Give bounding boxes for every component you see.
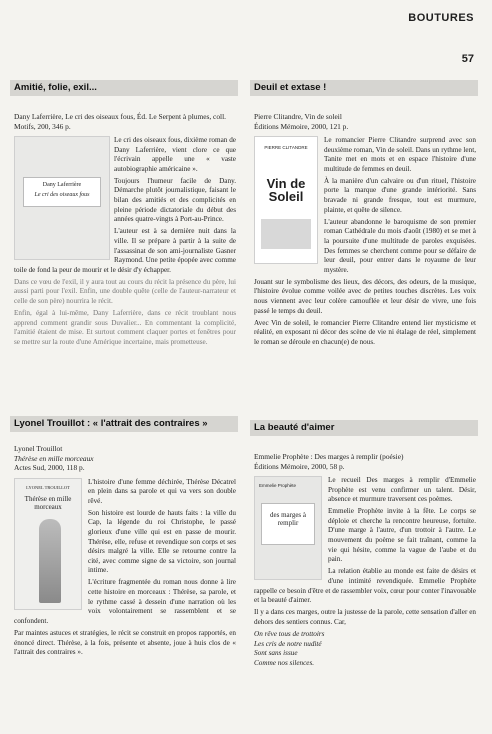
book-author: Lyonel Trouillot bbox=[14, 444, 63, 453]
cover-slot bbox=[14, 478, 88, 616]
book-publisher: Éditions Mémoire, 2000, 121 p. bbox=[254, 121, 349, 131]
book-publisher: Actes Sud, 2000, 118 p. bbox=[14, 463, 85, 472]
book-cover-trouillot bbox=[14, 478, 82, 610]
cover-slot bbox=[254, 136, 324, 270]
section-heading-beaute: La beauté d'aimer bbox=[250, 420, 478, 436]
paragraph: Son histoire est lourde de hauts faits : la ville du Cap, la légende du roi Christophe, le passé glorieux d'une ville qui est en passe de mourir. Thérèse, elle, refuse et revendique son corps et ses désirs malgré la ville. Elle se retourne contre la cité, avec comme signe de sa victoire, son journal intime. bbox=[88, 508, 236, 575]
book-reference bbox=[254, 112, 476, 131]
page-number: 57 bbox=[461, 53, 474, 65]
paragraph: Avec Vin de soleil, le romancier Pierre Clitandre entend lier mysticisme et réalité, en exposant ni décor des scène de vie ni étalage de réel, simplement le roman se déroule en chacun(e) de nous. bbox=[254, 318, 476, 346]
cover-author: LYONEL TROUILLOT bbox=[26, 484, 70, 490]
book-reference bbox=[254, 452, 476, 471]
poem-line: Les cris de notre nudité bbox=[254, 639, 322, 648]
review-amitie bbox=[14, 112, 236, 350]
poem-line: Comme nos silences. bbox=[254, 658, 315, 667]
paragraph: Le romancier Pierre Clitandre surprend avec son deuxième roman, Vin de soleil. Dans un rythme lent, Tanite met en mots et en espace l'histoire d'une multitude de femmes en deuil. bbox=[324, 136, 476, 173]
poem-line: On rêve tous de trottoirs bbox=[254, 630, 325, 639]
paragraph: L'auteur est à sa dernière nuit dans la ville. Il se prépare à partir à la suite de l'assassinat de son ami-journaliste Gasner Raymond. Une petite épopée avec comme toile de fond la peur de mourir et le désir d'y échapper. bbox=[14, 227, 236, 274]
paragraph: Par maintes astuces et stratégies, le récit se construit en propos rapportés, en énoncé direct. Thérèse, à la fois, présente et absente, joue à huis clos de « l'attrait des contraires ». bbox=[14, 628, 236, 657]
paragraph: L'auteur abandonne le baroquisme de son premier roman Cathédrale du mois d'août (1980) et se met à la poursuite d'une multitude de paroles exquisées. Des femmes se cherchent comme pour se défaire de leur deuil, pour entrer dans le royaume de leur mystère. bbox=[324, 217, 476, 274]
paragraph: L'écriture fragmentée du roman nous donne à lire cette histoire en morceaux : Thérèse, sa parole, et le rythme cassé à dessein d'une narration où les voix volontairement se rassemblent et se confondent. bbox=[14, 578, 236, 625]
book-author-title: Emmelie Prophète : Des marges à remplir (poésie) bbox=[254, 452, 404, 461]
section-heading-amitie: Amitié, folie, exil... bbox=[10, 80, 238, 96]
cover-slot bbox=[14, 136, 114, 264]
cover-author: Dany Laferrière bbox=[42, 182, 82, 188]
cover-slot bbox=[254, 476, 328, 584]
paragraph: À la manière d'un calvaire ou d'un rituel, l'histoire porte la marque d'une grande intériorité. Sans bravade ni grande fresque, tout est murmure, plainte, et quête de silence. bbox=[324, 176, 476, 214]
review-beaute bbox=[254, 452, 476, 668]
paragraph: Il y a dans ces marges, outre la justesse de la parole, cette sensation d'aller en dehors des sentiers connus. Car, bbox=[254, 608, 476, 626]
paragraph: Le cri des oiseaux fous, dixième roman de Dany Laferrière, vient clore ce que l'écrivain appelle une « vaste autobiographie américaine ». bbox=[114, 136, 236, 173]
poem-line: Sont sans issue bbox=[254, 649, 298, 658]
section-heading-trouillot: Lyonel Trouillot : « l'attrait des contraires » bbox=[10, 416, 238, 432]
cover-title: des marges à remplir bbox=[269, 511, 307, 527]
cover-author: Emmelie Prophète bbox=[259, 483, 297, 488]
paragraph: Le recueil Des marges à remplir d'Emmelie Prophète est venu confirmer un talent. Désir, absence et murmure traversent ces poèmes. bbox=[328, 476, 476, 504]
section-heading-deuil: Deuil et extase ! bbox=[250, 80, 478, 96]
review-trouillot bbox=[14, 444, 236, 660]
cover-title: Thérèse en mille morceaux bbox=[24, 495, 72, 512]
book-publisher: Éditions Mémoire, 2000, 58 p. bbox=[254, 461, 345, 471]
cover-title: Le cri des oiseaux fous bbox=[34, 191, 90, 198]
book-cover-laferriere bbox=[14, 136, 110, 260]
poem-excerpt bbox=[254, 630, 476, 668]
book-title: Thérèse en mille morceaux bbox=[14, 453, 94, 463]
cover-title: Vin de Soleil bbox=[266, 175, 306, 204]
paragraph: Toujours l'humeur facile de Dany. Démarche plutôt journalistique, faisant le bilan des amitiés et des complicités en pleine période dictatoriale du début des années quatre-vingts à Port-au-Prince. bbox=[114, 176, 236, 224]
cover-author: PIERRE CLITANDRE bbox=[264, 145, 308, 150]
paragraph: Dans ce vœu de l'exil, il y aura tout au cours du récit la présence du père, lui aussi parti pour l'exil. Enfin, une double quête (celle de l'auteur-narrateur et celle de son père) nourrira le récit. bbox=[14, 277, 236, 305]
paragraph: L'histoire d'une femme déchirée, Thérèse Décatrel en plein dans sa parole et qui va vers son double rêvé. bbox=[88, 477, 236, 505]
book-reference: Dany Laferrière, Le cri des oiseaux fous, Éd. Le Serpent à plumes, coll. Motifs, 200, 346 p. bbox=[14, 112, 226, 131]
review-deuil bbox=[254, 112, 476, 350]
paragraph: Emmelie Prophète invite à la fête. Le corps se déploie et cherche la rencontre heureuse, fortuite. D'une marge à l'autre, d'un trottoir à l'autre. Le mouvement du poème se fait traînant, comme la vie qui hésite, comme la vague de l'aube et du pain. bbox=[328, 507, 476, 564]
paragraph: La relation établie au monde est faite de désirs et d'une intimité revendiquée. Emmelie Prophète rappelle ce besoin d'être et de rassembler voix, cœur pour conter l'inavouable et la beauté d'aimer. bbox=[254, 567, 476, 605]
paragraph: Enfin, égal à lui-même, Dany Laferrière, dans ce récit troublant nous apprend comment grandir sous Duvalier... En commentant la complicité, l'amitié étaient de mise. Et surtout comment claquer portes et fenêtres pour se mettre sur la route d'une Amérique incertaine, mais prometteuse. bbox=[14, 309, 236, 346]
book-author-title: Pierre Clitandre, Vin de soleil bbox=[254, 112, 342, 121]
book-reference bbox=[14, 444, 236, 473]
book-cover-prophete bbox=[254, 476, 322, 580]
magazine-logo: BOUTURES bbox=[408, 12, 474, 24]
page-header bbox=[0, 10, 492, 65]
book-cover-clitandre bbox=[254, 136, 318, 264]
paragraph: Jouant sur le symbolisme des lieux, des décors, des odeurs, de la musique, l'histoire évolue comme voilée avec de petites touches discrètes. Les voix nous viennent avec leur colère camouflée et leur désir de vivre, une fois passé le temps du deuil. bbox=[254, 277, 476, 315]
